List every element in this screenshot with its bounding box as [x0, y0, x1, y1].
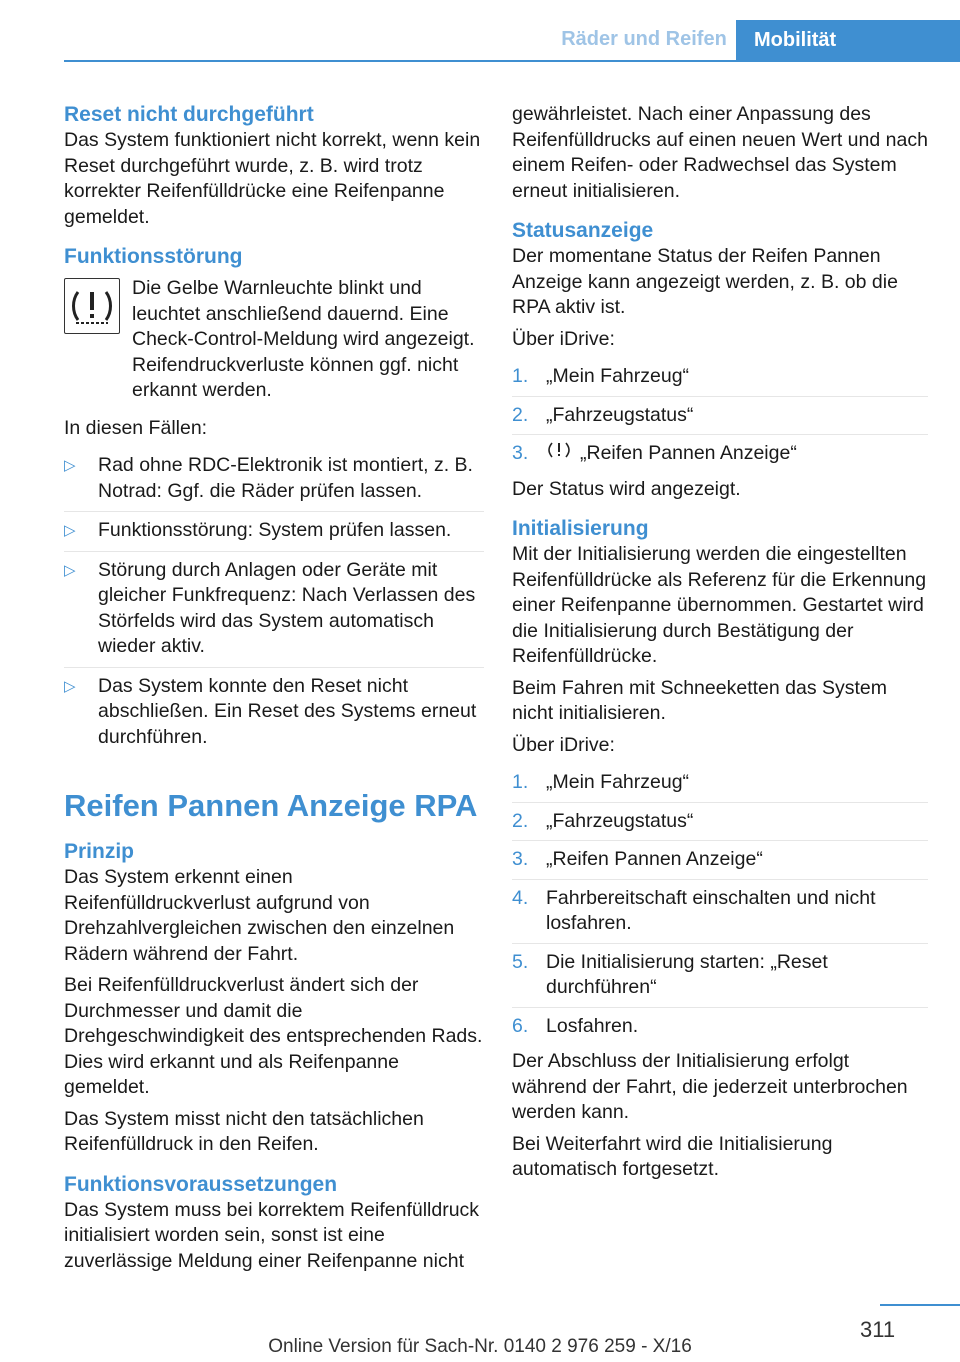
list-item-text: Das System konnte den Reset nicht abschließen. Ein Reset des Systems erneut durchführen. [98, 674, 477, 748]
bullet-triangle-icon: ▷ [64, 561, 76, 579]
step-number: 1. [512, 771, 529, 794]
step-number: 3. [512, 848, 529, 871]
init-paragraph-1: Mit der Initialisierung werden die eingestellten Reifenfülldrücke als Referenz für die Erkennung einer Reifenpanne übernommen. Gestartet wird die Initialisierung durch Bestätigung der Reifenfülldrücke. [512, 543, 927, 668]
step-number: 2. [512, 403, 529, 426]
header-rule [64, 60, 960, 62]
step-text: Losfahren. [546, 1014, 639, 1037]
init-heading: Initialisierung [512, 517, 649, 541]
step-text: „Fahrzeugstatus“ [546, 403, 694, 426]
footer-rule [880, 1304, 960, 1306]
bullet-triangle-icon: ▷ [64, 522, 76, 539]
header-tab-raeder-und-reifen[interactable]: Räder und Reifen [561, 28, 727, 50]
reset-text: Das System funktioniert nicht korrekt, wenn kein Reset durchgeführt wurde, z. B. wird trotz korrekter Reifenfülldrücke eine Reifenpanne gemeldet. [64, 129, 481, 228]
status-heading: Statusanzeige [512, 219, 654, 242]
status-steps [512, 358, 928, 473]
online-version-note: Online Version für Sach-Nr. 0140 2 976 259 - X/16 [268, 1336, 692, 1357]
cases-list [64, 447, 484, 757]
tire-pressure-symbol-icon [548, 441, 570, 467]
status-result: Der Status wird angezeigt. [512, 477, 741, 500]
fault-block [64, 276, 484, 404]
step-number: 4. [512, 886, 529, 909]
list-item-text: Störung durch Anlagen oder Geräte mit gleicher Funkfrequenz: Nach Verlassen des Störfelds wird das System automatisch wieder aktiv. [98, 558, 476, 657]
step-item [512, 397, 928, 436]
step-item [512, 841, 928, 880]
list-item-text: Rad ohne RDC-Elektronik ist montiert, z. B. Notrad: Ggf. die Räder prüfen lassen. [98, 454, 473, 502]
rpa-heading: Reifen Pannen Anzeige RPA [64, 788, 478, 823]
step-item [512, 944, 928, 1008]
header-tab-mobilitaet[interactable]: Mobilität [736, 20, 960, 62]
step-item [512, 1008, 928, 1046]
init-paragraph-4: Bei Weiterfahrt wird die Initialisierung automatisch fortgesetzt. [512, 1132, 833, 1181]
page-number: 311 [860, 1317, 896, 1342]
step-text: Fahrbereitschaft einschalten und nicht losfahren. [546, 886, 876, 935]
right-column [512, 102, 928, 1189]
step-text: „Reifen Pannen Anzeige“ [580, 442, 797, 464]
list-item [64, 552, 484, 668]
step-item [512, 435, 928, 473]
bullet-triangle-icon: ▷ [64, 457, 76, 474]
status-via: Über iDrive: [512, 327, 615, 350]
step-number: 5. [512, 950, 529, 973]
init-via: Über iDrive: [512, 733, 615, 756]
prereq-text: Das System muss bei korrektem Reifenfülldruck initialisiert worden sein, sonst ist eine zuverlässige Meldung einer Reifenpanne nicht [64, 1198, 480, 1272]
step-text: Die Initialisierung starten: „Reset durchführen“ [546, 950, 828, 999]
step-item [512, 764, 928, 803]
reset-heading: Reset nicht durchgeführt [64, 103, 314, 126]
step-item [512, 803, 928, 842]
step-text: „Mein Fahrzeug“ [546, 771, 690, 794]
step-number: 3. [512, 442, 529, 464]
prereq-heading: Funktionsvoraussetzungen [64, 1172, 338, 1196]
status-text: Der momentane Status der Reifen Pannen Anzeige kann angezeigt werden, z. B. ob die RPA aktiv ist. [512, 245, 898, 318]
left-column [64, 102, 484, 1280]
principle-paragraph-3: Das System misst nicht den tatsächlichen Reifenfülldruck in den Reifen. [64, 1107, 424, 1155]
list-item [64, 512, 484, 552]
init-steps [512, 764, 928, 1045]
cases-intro: In diesen Fällen: [64, 416, 208, 439]
step-item [512, 880, 928, 944]
list-item-text: Funktionsstörung: System prüfen lassen. [98, 519, 452, 541]
step-item [512, 358, 928, 397]
list-item [64, 447, 484, 512]
init-paragraph-3: Der Abschluss der Initialisierung erfolgt während der Fahrt, die jederzeit unterbrochen werden kann. [512, 1050, 908, 1124]
init-paragraph-2: Beim Fahren mit Schneeketten das System nicht initialisieren. [512, 676, 888, 725]
continued-text: gewährleistet. Nach einer Anpassung des Reifenfülldrucks auf einen neuen Wert und nach einem Reifen- oder Radwechsel das System erneut initialisieren. [512, 103, 928, 202]
principle-paragraph-2: Bei Reifenfülldruckverlust ändert sich der Durchmesser und damit die Drehgeschwindigkeit des entsprechenden Rads. Dies wird erkannt und als Reifenpanne gemeldet. [64, 974, 483, 1098]
fault-heading: Funktionsstörung [64, 245, 243, 268]
step-text: „Reifen Pannen Anzeige“ [546, 848, 763, 871]
step-number: 1. [512, 365, 529, 387]
step-text: „Fahrzeugstatus“ [546, 809, 694, 832]
fault-text: Die Gelbe Warnleuchte blinkt und leuchtet anschließend dauernd. Eine Check-Control-Meldung wird angezeigt. Reifendruckverluste können ggf. nicht erkannt werden. [132, 277, 475, 401]
bullet-triangle-icon: ▷ [64, 677, 76, 695]
list-item [64, 668, 484, 758]
tire-pressure-warning-icon [64, 278, 120, 334]
principle-paragraph-1: Das System erkennt einen Reifenfülldruckverlust aufgrund von Drehzahlvergleichen zwischen den einzelnen Rädern während der Fahrt. [64, 866, 455, 965]
step-number: 6. [512, 1014, 529, 1037]
step-text: „Mein Fahrzeug“ [546, 365, 690, 387]
step-number: 2. [512, 809, 529, 832]
principle-heading: Prinzip [64, 840, 135, 863]
